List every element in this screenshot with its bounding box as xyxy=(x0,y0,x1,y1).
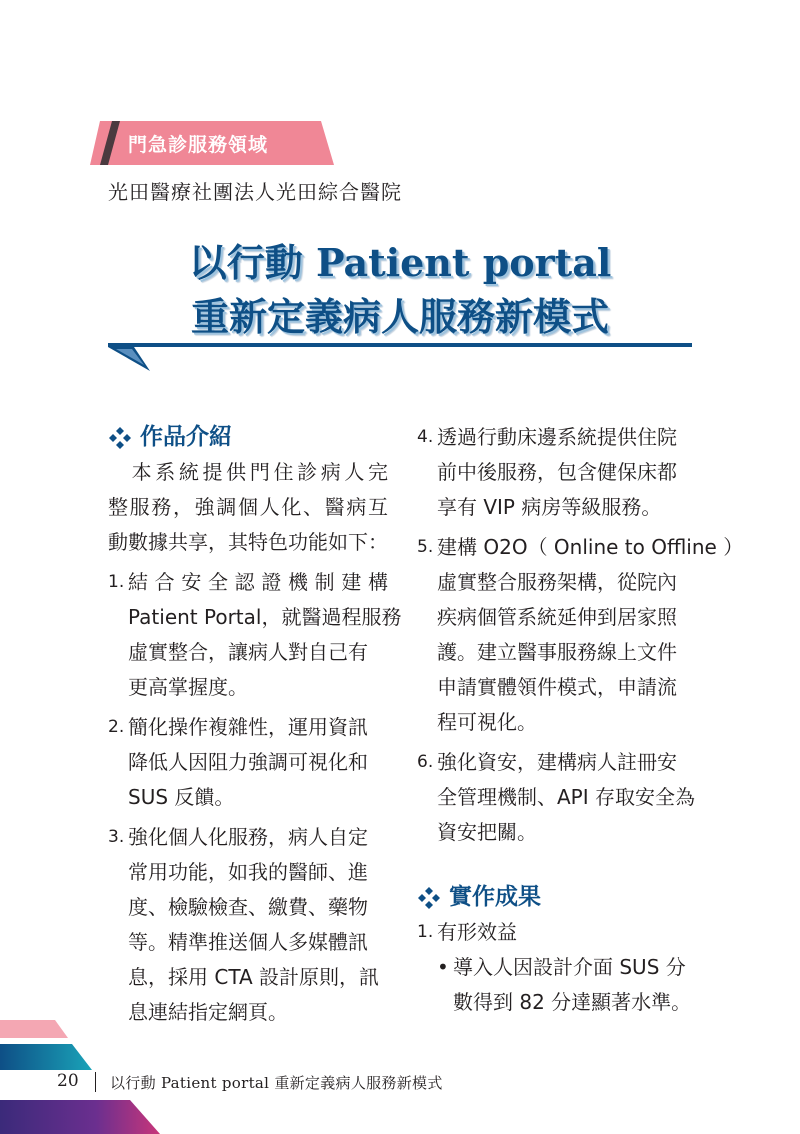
right-column xyxy=(417,420,744,1020)
item-line: 結合安全認證機制建構 xyxy=(128,570,388,594)
item-line: 申請實體領件模式，申請流 xyxy=(437,675,677,699)
item-line: 常用功能，如我的醫師、進 xyxy=(128,860,368,884)
bullet-line: 導入人因設計介面 SUS 分 xyxy=(453,955,686,979)
bullet-dot: • xyxy=(437,955,449,979)
page-title-line-1: 以行動 Patient portal xyxy=(188,240,612,285)
feature-item-5 xyxy=(417,530,744,740)
intro-heading xyxy=(108,420,388,455)
item-line: 程可視化。 xyxy=(437,710,537,734)
item-line: 強化個人化服務，病人自定 xyxy=(128,825,368,849)
item-number: 4. xyxy=(417,427,434,447)
item-line: 簡化操作複雜性，運用資訊 xyxy=(128,715,368,739)
item-line: 息，採用 CTA 設計原則，訊 xyxy=(128,965,380,989)
feature-item-2 xyxy=(108,710,388,815)
item-line: 建構 O2O（ Online to Offline ） xyxy=(437,535,744,559)
item-line: 度、檢驗檢查、繳費、藥物 xyxy=(128,895,368,919)
item-line: 資安把關。 xyxy=(437,820,537,844)
four-diamond-icon xyxy=(417,886,441,910)
intro-para-line: 整服務，強調個人化、醫病互 xyxy=(108,495,388,519)
item-line: 虛實整合服務架構，從院內 xyxy=(437,570,677,594)
section-tag xyxy=(90,121,334,165)
item-line: 虛實整合，讓病人對自己有 xyxy=(128,640,368,664)
item-line: SUS 反饋。 xyxy=(128,785,235,809)
item-line: 等。精準推送個人多媒體訊 xyxy=(128,930,368,954)
item-line: 透過行動床邊系統提供住院 xyxy=(437,425,677,449)
item-line: 享有 VIP 病房等級服務。 xyxy=(437,495,662,519)
item-line: 護。建立醫事服務線上文件 xyxy=(437,640,677,664)
item-number: 6. xyxy=(417,752,434,772)
feature-item-6 xyxy=(417,745,697,850)
item-number: 3. xyxy=(108,827,125,847)
result-bullet xyxy=(417,950,697,985)
item-line: 息連結指定網頁。 xyxy=(128,1000,288,1024)
item-number: 1. xyxy=(417,922,434,942)
intro-para-line: 本系統提供門住診病人完 xyxy=(108,460,388,484)
page-title-line-2: 重新定義病人服務新模式 xyxy=(190,294,609,339)
item-number: 2. xyxy=(108,717,125,737)
result-item-1 xyxy=(417,915,697,950)
results-heading-text: 實作成果 xyxy=(449,884,541,910)
running-title: 以行動 Patient portal 重新定義病人服務新模式 xyxy=(110,1074,443,1092)
item-line: 全管理機制、API 存取安全為 xyxy=(437,785,695,809)
organization-name: 光田醫療社團法人光田綜合醫院 xyxy=(108,180,402,204)
item-line: 疾病個管系統延伸到居家照 xyxy=(437,605,677,629)
feature-item-3 xyxy=(108,820,388,1030)
four-diamond-icon xyxy=(108,426,132,450)
item-line: 前中後服務，包含健保床都 xyxy=(437,460,677,484)
item-line: Patient Portal，就醫過程服務 xyxy=(128,605,402,629)
left-column xyxy=(108,420,402,1030)
section-tag-label: 門急診服務領域 xyxy=(128,134,269,156)
bullet-line: 數得到 82 分達顯著水準。 xyxy=(453,990,692,1014)
item-number: 5. xyxy=(417,537,434,557)
footer-separator xyxy=(95,1072,96,1092)
feature-item-1 xyxy=(108,565,402,705)
item-number: 1. xyxy=(108,572,125,592)
intro-para-line: 動數據共享，其特色功能如下： xyxy=(108,530,388,554)
intro-heading-text: 作品介紹 xyxy=(140,424,232,450)
item-line: 強化資安，建構病人註冊安 xyxy=(437,750,677,774)
results-heading xyxy=(417,880,697,915)
title-divider xyxy=(0,335,800,375)
feature-item-4 xyxy=(417,420,697,525)
item-line: 有形效益 xyxy=(437,920,517,944)
page-number: 20 xyxy=(57,1071,79,1091)
item-line: 更高掌握度。 xyxy=(128,675,248,699)
item-line: 降低人因阻力強調可視化和 xyxy=(128,750,368,774)
